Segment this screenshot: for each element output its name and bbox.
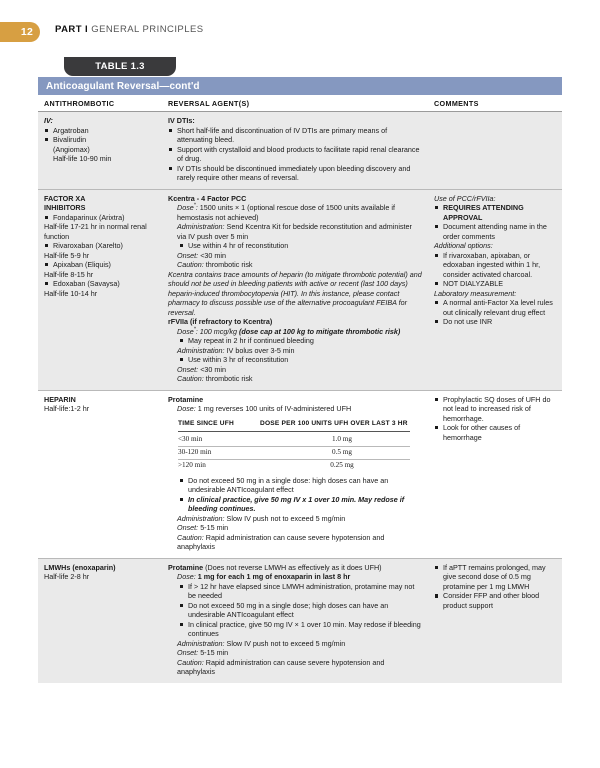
dose-bullets <box>179 476 422 514</box>
table-block <box>38 57 562 683</box>
cell-antithrombotic <box>38 112 162 190</box>
onset-value: 5-15 min <box>200 648 229 658</box>
comments-list <box>434 203 556 241</box>
cell-reversal-agents <box>162 390 428 558</box>
administration-value: Slow IV push not to exceed 5 mg/min <box>226 638 346 648</box>
list-item: REQUIRES ATTENDING APPROVAL <box>434 203 556 222</box>
comments-list <box>434 298 556 327</box>
drug-class-heading-cont: INHIBITORS <box>44 203 86 212</box>
onset-line <box>168 648 422 658</box>
administration-line <box>168 222 422 241</box>
caution-label: Caution: <box>177 532 204 542</box>
caution-label: Caution: <box>177 657 204 667</box>
sub-table-row <box>178 446 410 459</box>
drug-halflife: Half-life 2-8 hr <box>44 572 90 582</box>
administration-bullets <box>179 241 422 251</box>
running-head-title <box>55 24 204 35</box>
administration-value: Send Kcentra Kit for bedside reconstitution and administer via IV push over 5 min <box>177 222 412 241</box>
drug-brand: (Angiomax) <box>53 144 90 154</box>
caution-line <box>168 260 422 270</box>
administration-label: Administration: <box>177 513 225 523</box>
drug-class-heading: FACTOR XA <box>44 193 86 203</box>
cell-antithrombotic <box>38 390 162 558</box>
administration-bullets <box>179 355 422 365</box>
reversal-agent-heading-secondary: rFVIIa (if refractory to Kcentra) <box>168 317 273 326</box>
list-item: If rivaroxaban, apixaban, or edoxaban ingested within 1 hr, consider activated charcoal. <box>434 251 556 280</box>
caution-label: Caution: <box>177 374 204 383</box>
cell-antithrombotic <box>38 189 162 390</box>
cell-comments <box>428 558 562 683</box>
table-title-bar <box>38 77 562 95</box>
dose-value: 1500 units × 1 (optional rescue dose of 1500 units available if hemostasis not achieved) <box>177 203 395 222</box>
drug-name: LMWHs (enoxaparin) <box>44 562 116 572</box>
cell-reversal-agents <box>162 189 428 390</box>
administration-line <box>168 639 422 649</box>
drug-list <box>44 213 156 223</box>
onset-line <box>168 251 422 261</box>
list-item: Consider FFP and other blood product support <box>434 591 556 610</box>
column-header-antithrombotic: ANTITHROMBOTIC <box>38 95 162 112</box>
dose-label: Dose*: <box>177 326 198 336</box>
list-item: Look for other causes of hemorrhage <box>434 423 556 442</box>
sub-cell-dose: 0.25 mg <box>260 459 410 471</box>
part-label: PART I <box>55 24 89 35</box>
table-header-row <box>38 95 562 112</box>
caution-value: thrombotic risk <box>205 260 253 269</box>
sub-cell-dose: 0.5 mg <box>260 446 410 459</box>
list-item: Argatroban <box>44 126 156 136</box>
sub-column-header-time: TIME SINCE UFH <box>178 418 260 432</box>
dose-line <box>168 327 422 337</box>
onset-value: <30 min <box>200 364 226 374</box>
onset-line <box>168 523 422 533</box>
list-item: Document attending name in the order comments <box>434 222 556 241</box>
cell-comments <box>428 390 562 558</box>
drug-halflife: Half-life 10-14 hr <box>44 288 98 298</box>
anticoagulant-reversal-table <box>38 95 562 683</box>
cell-reversal-agents <box>162 112 428 190</box>
drug-list <box>44 126 156 145</box>
list-item: Do not exceed 50 mg in a single dose: high doses can have an undesirable ANTIcoagulant effect <box>179 476 422 495</box>
onset-value: <30 min <box>200 250 226 260</box>
onset-line <box>168 365 422 375</box>
drug-halflife: Half-life 10-90 min <box>53 154 112 163</box>
column-header-reversal-agents: REVERSAL AGENT(S) <box>162 95 428 112</box>
table-title: Anticoagulant Reversal—cont'd <box>46 80 200 92</box>
table-row <box>38 390 562 558</box>
cell-reversal-agents <box>162 558 428 683</box>
drug-halflife: Half-life:1-2 hr <box>44 404 90 413</box>
list-item: Bivalirudin <box>44 135 156 145</box>
drug-halflife: Half-life 5-9 hr <box>44 250 90 260</box>
sub-cell-time: 30-120 min <box>178 446 260 459</box>
sub-table-header-row <box>178 418 410 432</box>
dose-label: Dose: <box>177 572 196 582</box>
onset-label: Onset: <box>177 364 199 374</box>
cell-comments <box>428 189 562 390</box>
dose-bullets <box>179 336 422 346</box>
reversal-agent-heading: Protamine <box>168 394 204 404</box>
caution-label: Caution: <box>177 260 204 269</box>
administration-label: Administration: <box>177 345 225 355</box>
comments-group-label: Laboratory measurement: <box>434 288 517 298</box>
dose-line <box>168 572 422 582</box>
drug-list <box>44 260 156 270</box>
caution-line <box>168 658 422 677</box>
table-row <box>38 189 562 390</box>
sub-cell-time: <30 min <box>178 431 260 446</box>
list-item: Use within 3 hr of reconstitution <box>179 355 422 365</box>
reversal-agent-heading: IV DTIs: <box>168 116 195 125</box>
list-item: Prophylactic SQ doses of UFH do not lead to increased risk of hemorrhage. <box>434 395 556 424</box>
list-item: Edoxaban (Savaysa) <box>44 279 156 289</box>
administration-label: Administration: <box>177 638 225 648</box>
comments-list <box>434 395 556 443</box>
sub-table-row <box>178 459 410 471</box>
list-item: Support with crystalloid and blood products to facilitate rapid renal clearance of drug. <box>168 145 422 164</box>
table-number-label: TABLE 1.3 <box>95 61 145 72</box>
reversal-agent-heading <box>168 563 422 573</box>
drug-name: HEPARIN <box>44 394 76 404</box>
dose-label: Dose*: <box>177 202 198 212</box>
list-item: In clinical practice, give 50 mg IV × 1 over 10 min. May redose if bleeding continues <box>179 620 422 639</box>
administration-value: IV bolus over 3-5 min <box>226 345 295 355</box>
dose-line <box>168 203 422 222</box>
drug-halflife: Half-life 8-15 hr <box>44 269 94 279</box>
drug-list <box>44 279 156 289</box>
drug-list <box>44 241 156 251</box>
reversal-agent-note: (Does not reverse LMWH as effectively as it does UFH) <box>205 562 382 572</box>
list-item: NOT DIALYZABLE <box>434 279 556 289</box>
comments-group-label: Use of PCC/rFVIIa: <box>434 193 496 203</box>
list-item: A normal anti-Factor Xa level rules out clinically relevant drug effect <box>434 298 556 317</box>
kcentra-warning-note: Kcentra contains trace amounts of heparin (to mitigate thrombotic potential) and should not be used in bleeding patients with active or recent (last 100 days) heparin-induced thrombocytopenia (HIT). In this instance, please contact pharmacy to discuss possible use of the alternative procoagulant FEIBA for reversal. <box>168 269 422 317</box>
cell-antithrombotic <box>38 558 162 683</box>
drug-class-heading: IV: <box>44 116 53 125</box>
caution-value: Rapid administration can cause severe hypotension and anaphylaxis <box>177 532 385 552</box>
list-item: If aPTT remains prolonged, may give second dose of 0.5 mg protamine per 1 mg LMWH <box>434 563 556 592</box>
onset-value: 5-15 min <box>200 523 229 533</box>
comments-list <box>434 251 556 289</box>
table-row <box>38 558 562 683</box>
list-item: Apixaban (Eliquis) <box>44 260 156 270</box>
cell-comments <box>428 112 562 190</box>
page-number-tab <box>0 22 40 42</box>
list-item: Fondaparinux (Arixtra) <box>44 213 156 223</box>
dose-cap-note: (dose cap at 100 kg to mitigate thrombotic risk) <box>238 326 401 336</box>
page-number: 12 <box>20 26 33 38</box>
caution-value: Rapid administration can cause severe hypotension and anaphylaxis <box>177 657 385 677</box>
protamine-dose-table <box>178 418 410 472</box>
list-item: IV DTIs should be discontinued immediately upon bleeding discovery and rarely require other means of reversal. <box>168 164 422 183</box>
dose-line <box>168 404 422 414</box>
sub-cell-dose: 1.0 mg <box>260 431 410 446</box>
reversal-agent-heading: Kcentra - 4 Factor PCC <box>168 193 247 203</box>
comments-list <box>434 563 556 611</box>
running-head <box>0 22 600 42</box>
administration-value: Slow IV push not to exceed 5 mg/min <box>226 513 346 523</box>
list-item: Rivaroxaban (Xarelto) <box>44 241 156 251</box>
caution-line <box>168 374 422 384</box>
sub-table-row <box>178 431 410 446</box>
sub-column-header-dose: DOSE PER 100 UNITS UFH OVER LAST 3 HR <box>260 418 410 432</box>
list-item: Short half-life and discontinuation of IV DTIs are primary means of attenuating bleed. <box>168 126 422 145</box>
list-item-clinical-practice: In clinical practice, give 50 mg IV x 1 over 10 min. May redose if bleeding continues. <box>179 495 422 514</box>
onset-label: Onset: <box>177 250 199 260</box>
dose-value: 100 mcg/kg <box>199 326 237 336</box>
table-number-tag <box>64 57 176 76</box>
administration-label: Administration: <box>177 222 225 231</box>
dose-value: 1 mg reverses 100 units of IV-administered UFH <box>197 404 352 413</box>
drug-halflife: Half-life 17-21 hr in normal renal function <box>44 222 147 241</box>
list-item: Do not exceed 50 mg in a single dose; high doses can have an undesirable ANTIcoagulant effect <box>179 601 422 620</box>
onset-label: Onset: <box>177 648 199 658</box>
dose-label: Dose: <box>177 404 196 413</box>
comments-group-label: Additional options: <box>434 241 493 250</box>
dose-bullets <box>179 582 422 639</box>
caution-line <box>168 533 422 552</box>
column-header-comments: COMMENTS <box>428 95 562 112</box>
table-row <box>38 112 562 190</box>
list-item: Do not use INR <box>434 317 556 327</box>
list-item: Use within 4 hr of reconstitution <box>179 241 422 251</box>
dose-value: 1 mg for each 1 mg of enoxaparin in last 8 hr <box>197 572 351 582</box>
sub-cell-time: >120 min <box>178 459 260 471</box>
administration-line <box>168 514 422 524</box>
reversal-bullets <box>168 126 422 183</box>
onset-label: Onset: <box>177 523 199 533</box>
reversal-agent-name: Protamine <box>168 562 204 572</box>
administration-line <box>168 346 422 356</box>
section-label: GENERAL PRINCIPLES <box>91 24 204 35</box>
list-item: May repeat in 2 hr if continued bleeding <box>179 336 422 346</box>
list-item: If > 12 hr have elapsed since LMWH administration, protamine may not be needed <box>179 582 422 601</box>
caution-value: thrombotic risk <box>205 374 253 383</box>
